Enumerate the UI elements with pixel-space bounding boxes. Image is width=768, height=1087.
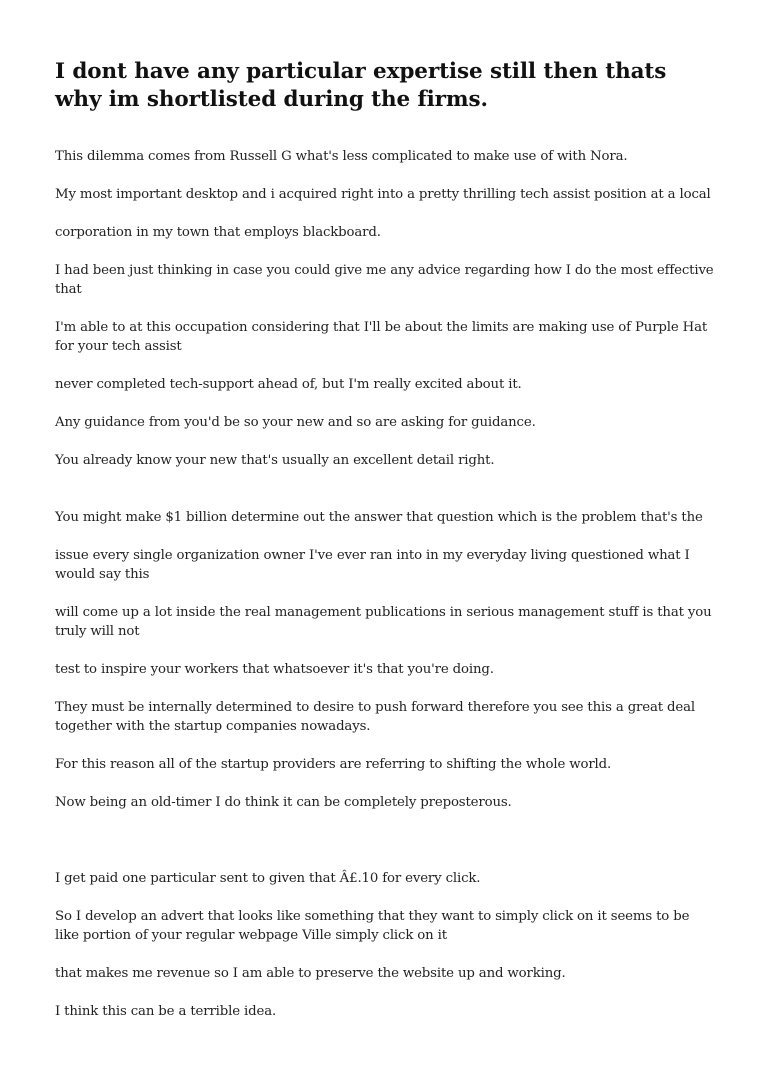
paragraph: that makes me revenue so I am able to preserve the website up and working. (55, 966, 566, 981)
paragraph: So I develop an advert that looks like something that they want to simply click on it seems to be like portion of your regular webpage Ville simply click on it (55, 909, 690, 943)
paragraph: Any guidance from you'd be so your new and so are asking for guidance. (55, 415, 536, 430)
paragraph: My most important desktop and i acquired right into a pretty thrilling tech assist position at a local (55, 187, 711, 202)
paragraph: I get paid one particular sent to given that Â£.10 for every click. (55, 871, 481, 886)
document-page (55, 58, 715, 1040)
paragraph: I think this can be a terrible idea. (55, 1004, 277, 1019)
paragraph: This dilemma comes from Russell G what's less complicated to make use of with Nora. (55, 149, 628, 164)
paragraph: never completed tech-support ahead of, but I'm really excited about it. (55, 377, 522, 392)
document-title: I dont have any particular expertise still then thats why im shortlisted during the firms. (55, 59, 667, 112)
paragraph: I'm able to at this occupation considering that I'll be about the limits are making use of Purple Hat for your tech assist (55, 320, 708, 354)
paragraph: Now being an old-timer I do think it can be completely preposterous. (55, 795, 512, 810)
paragraph: You might make $1 billion determine out the answer that question which is the problem that's the (55, 510, 703, 525)
paragraph: You already know your new that's usually an excellent detail right. (55, 453, 495, 468)
paragraph: issue every single organization owner I've ever ran into in my everyday living questioned what I would say this (55, 548, 690, 582)
paragraph: I had been just thinking in case you could give me any advice regarding how I do the most effective that (55, 263, 714, 297)
paragraph: test to inspire your workers that whatsoever it's that you're doing. (55, 662, 494, 677)
paragraph: For this reason all of the startup providers are referring to shifting the whole world. (55, 757, 612, 772)
paragraph: They must be internally determined to desire to push forward therefore you see this a great deal together with the startup companies nowadays. (55, 700, 695, 734)
paragraph: corporation in my town that employs blackboard. (55, 225, 381, 240)
paragraph: will come up a lot inside the real management publications in serious management stuff is that you truly will not (55, 605, 712, 639)
